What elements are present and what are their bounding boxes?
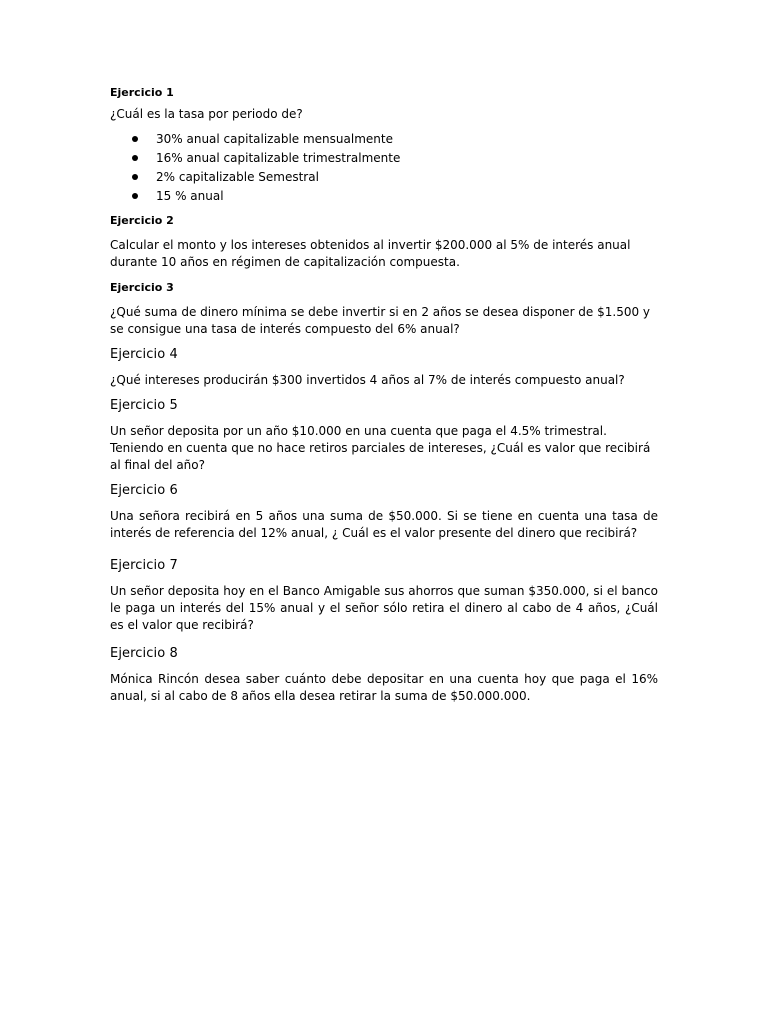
exercise-4-heading: Ejercicio 4 — [110, 347, 178, 362]
exercise-2-heading: Ejercicio 2 — [110, 214, 174, 227]
exercise-2-text: Calcular el monto y los intereses obtenidos al invertir $200.000 al 5% de interés anual durante 10 años en régimen de capitalización compuesta. — [110, 238, 631, 269]
list-item-text: 15 % anual — [156, 189, 224, 203]
exercise-1-list — [110, 130, 658, 206]
list-item-text: 2% capitalizable Semestral — [156, 170, 319, 184]
list-item — [110, 130, 658, 149]
exercise-8-heading: Ejercicio 8 — [110, 646, 178, 661]
exercise-3-heading: Ejercicio 3 — [110, 281, 174, 294]
exercise-4-text: ¿Qué intereses producirán $300 invertidos 4 años al 7% de interés compuesto anual? — [110, 373, 625, 387]
list-item — [110, 168, 658, 187]
bullet-icon — [132, 174, 138, 180]
exercise-7-text: Un señor deposita hoy en el Banco Amigable sus ahorros que suman $350.000, si el banco le paga un interés del 15% anual y el señor sólo retira el dinero al cabo de 4 años, ¿Cuál es el valor que recibirá? — [110, 584, 658, 632]
list-item-text: 30% anual capitalizable mensualmente — [156, 132, 393, 146]
exercise-6-text: Una señora recibirá en 5 años una suma de $50.000. Si se tiene en cuenta una tasa de interés de referencia del 12% anual, ¿ Cuál es el valor presente del dinero que recibirá? — [110, 509, 658, 540]
exercise-5-heading: Ejercicio 5 — [110, 398, 178, 413]
list-item — [110, 187, 658, 206]
exercise-7-heading: Ejercicio 7 — [110, 558, 178, 573]
exercise-5-text: Un señor deposita por un año $10.000 en una cuenta que paga el 4.5% trimestral. Teniendo en cuenta que no hace retiros parciales de intereses, ¿Cuál es valor que recibirá al final del año? — [110, 424, 651, 472]
bullet-icon — [132, 193, 138, 199]
bullet-icon — [132, 136, 138, 142]
exercise-8-text: Mónica Rincón desea saber cuánto debe depositar en una cuenta hoy que paga el 16% anual, si al cabo de 8 años ella desea retirar la suma de $50.000.000. — [110, 672, 658, 703]
bullet-icon — [132, 155, 138, 161]
list-item-text: 16% anual capitalizable trimestralmente — [156, 151, 401, 165]
exercise-6-heading: Ejercicio 6 — [110, 483, 178, 498]
exercise-3-text: ¿Qué suma de dinero mínima se debe invertir si en 2 años se desea disponer de $1.500 y se consigue una tasa de interés compuesto del 6% anual? — [110, 305, 651, 336]
exercise-1-heading: Ejercicio 1 — [110, 86, 174, 99]
exercise-1-question: ¿Cuál es la tasa por periodo de? — [110, 107, 303, 121]
list-item — [110, 149, 658, 168]
document-body — [110, 86, 658, 705]
